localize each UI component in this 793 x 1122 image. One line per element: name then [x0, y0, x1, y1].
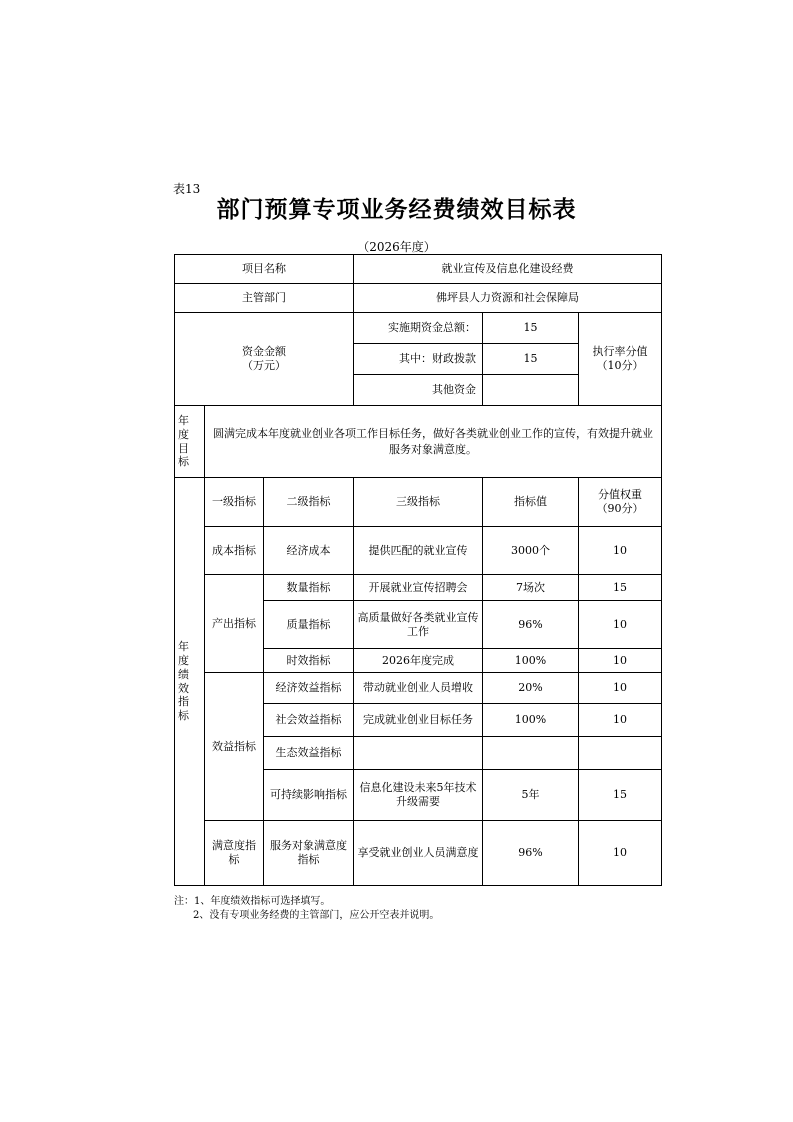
header-weight-cell — [579, 478, 662, 527]
output-level3: 高质量做好各类就业宣传工作 — [354, 601, 483, 649]
indicator-header-row — [175, 478, 662, 527]
page-title: 部门预算专项业务经费绩效目标表 — [216, 197, 577, 223]
annual-goal-label-line2: 目 标 — [178, 441, 189, 469]
output-level3: 2026年度完成 — [354, 649, 483, 673]
annual-goal-label — [175, 406, 205, 478]
satisfaction-weight: 10 — [579, 821, 662, 886]
funds-unit: （万元） — [242, 359, 286, 372]
table-row — [175, 575, 662, 601]
indicator-section-line2: 绩 效 — [178, 667, 189, 695]
output-weight: 10 — [579, 601, 662, 649]
header-value: 指标值 — [483, 478, 579, 527]
dept-label: 主管部门 — [175, 284, 354, 313]
benefit-level2: 可持续影响指标 — [264, 770, 354, 821]
benefit-level1: 效益指标 — [205, 673, 264, 821]
satisfaction-level2: 服务对象满意度指标 — [264, 821, 354, 886]
funds-total-row — [175, 313, 662, 344]
satisfaction-value: 96% — [483, 821, 579, 886]
funds-label: 资金金额 — [242, 345, 286, 359]
cost-level1: 成本指标 — [205, 527, 264, 575]
budget-year: （2026年度） — [357, 240, 436, 254]
benefit-weight — [579, 737, 662, 770]
exec-rate-score: （10分） — [596, 359, 644, 372]
benefit-value: 100% — [483, 704, 579, 737]
benefit-level2: 社会效益指标 — [264, 704, 354, 737]
project-name-label: 项目名称 — [175, 255, 354, 284]
footnote-2: 2、没有专项业务经费的主管部门，应公开空表并说明。 — [193, 910, 440, 921]
satisfaction-level1: 满意度指标 — [205, 821, 264, 886]
funds-fiscal-value: 15 — [483, 344, 579, 375]
benefit-weight: 10 — [579, 704, 662, 737]
funds-total-label: 实施期资金总额： — [354, 313, 483, 344]
table-number: 表13 — [173, 182, 201, 196]
footnote-1: 注：1、年度绩效指标可选择填写。 — [174, 896, 331, 907]
funds-fiscal-label: 其中：财政拨款 — [354, 344, 483, 375]
benefit-level3 — [354, 737, 483, 770]
output-value: 7场次 — [483, 575, 579, 601]
output-level2: 时效指标 — [264, 649, 354, 673]
cost-value: 3000个 — [483, 527, 579, 575]
benefit-value: 5年 — [483, 770, 579, 821]
annual-goal-text: 圆满完成本年度就业创业各项工作目标任务，做好各类就业创业工作的宣传，有效提升就业服务对象满意度。 — [205, 406, 662, 478]
header-level3: 三级指标 — [354, 478, 483, 527]
header-level1: 一级指标 — [205, 478, 264, 527]
output-level2: 质量指标 — [264, 601, 354, 649]
dept-value: 佛坪县人力资源和社会保障局 — [354, 284, 662, 313]
header-weight-sub: （90分） — [596, 502, 644, 515]
table-row — [175, 821, 662, 886]
cost-level3: 提供匹配的就业宣传 — [354, 527, 483, 575]
output-level3: 开展就业宣传招聘会 — [354, 575, 483, 601]
benefit-level3: 完成就业创业目标任务 — [354, 704, 483, 737]
funds-other-label: 其他资金 — [354, 375, 483, 406]
cost-weight: 10 — [579, 527, 662, 575]
footnotes — [174, 895, 439, 923]
benefit-weight: 15 — [579, 770, 662, 821]
output-value: 96% — [483, 601, 579, 649]
dept-row — [175, 284, 662, 313]
cost-level2: 经济成本 — [264, 527, 354, 575]
output-weight: 10 — [579, 649, 662, 673]
indicator-section-line3: 指 标 — [178, 695, 189, 722]
performance-table — [174, 254, 662, 886]
funds-total-value: 15 — [483, 313, 579, 344]
benefit-level3: 带动就业创业人员增收 — [354, 673, 483, 704]
header-level2: 二级指标 — [264, 478, 354, 527]
output-value: 100% — [483, 649, 579, 673]
benefit-weight: 10 — [579, 673, 662, 704]
benefit-level2: 经济效益指标 — [264, 673, 354, 704]
output-level2: 数量指标 — [264, 575, 354, 601]
exec-rate-cell — [579, 313, 662, 406]
benefit-level3: 信息化建设未来5年技术升级需要 — [354, 770, 483, 821]
table-row — [175, 673, 662, 704]
project-name-value: 就业宣传及信息化建设经费 — [354, 255, 662, 284]
benefit-value: 20% — [483, 673, 579, 704]
funds-label-cell — [175, 313, 354, 406]
funds-other-value — [483, 375, 579, 406]
header-weight: 分值权重 — [598, 488, 643, 502]
benefit-value — [483, 737, 579, 770]
indicator-section-label — [175, 478, 205, 886]
output-level1: 产出指标 — [205, 575, 264, 673]
exec-rate-label: 执行率分值 — [592, 345, 648, 359]
annual-goal-row — [175, 406, 662, 478]
annual-goal-label-line1: 年 度 — [178, 414, 189, 441]
indicator-section-line1: 年 度 — [178, 640, 189, 667]
output-weight: 15 — [579, 575, 662, 601]
satisfaction-level3: 享受就业创业人员满意度 — [354, 821, 483, 886]
project-name-row — [175, 255, 662, 284]
benefit-level2: 生态效益指标 — [264, 737, 354, 770]
table-row — [175, 527, 662, 575]
